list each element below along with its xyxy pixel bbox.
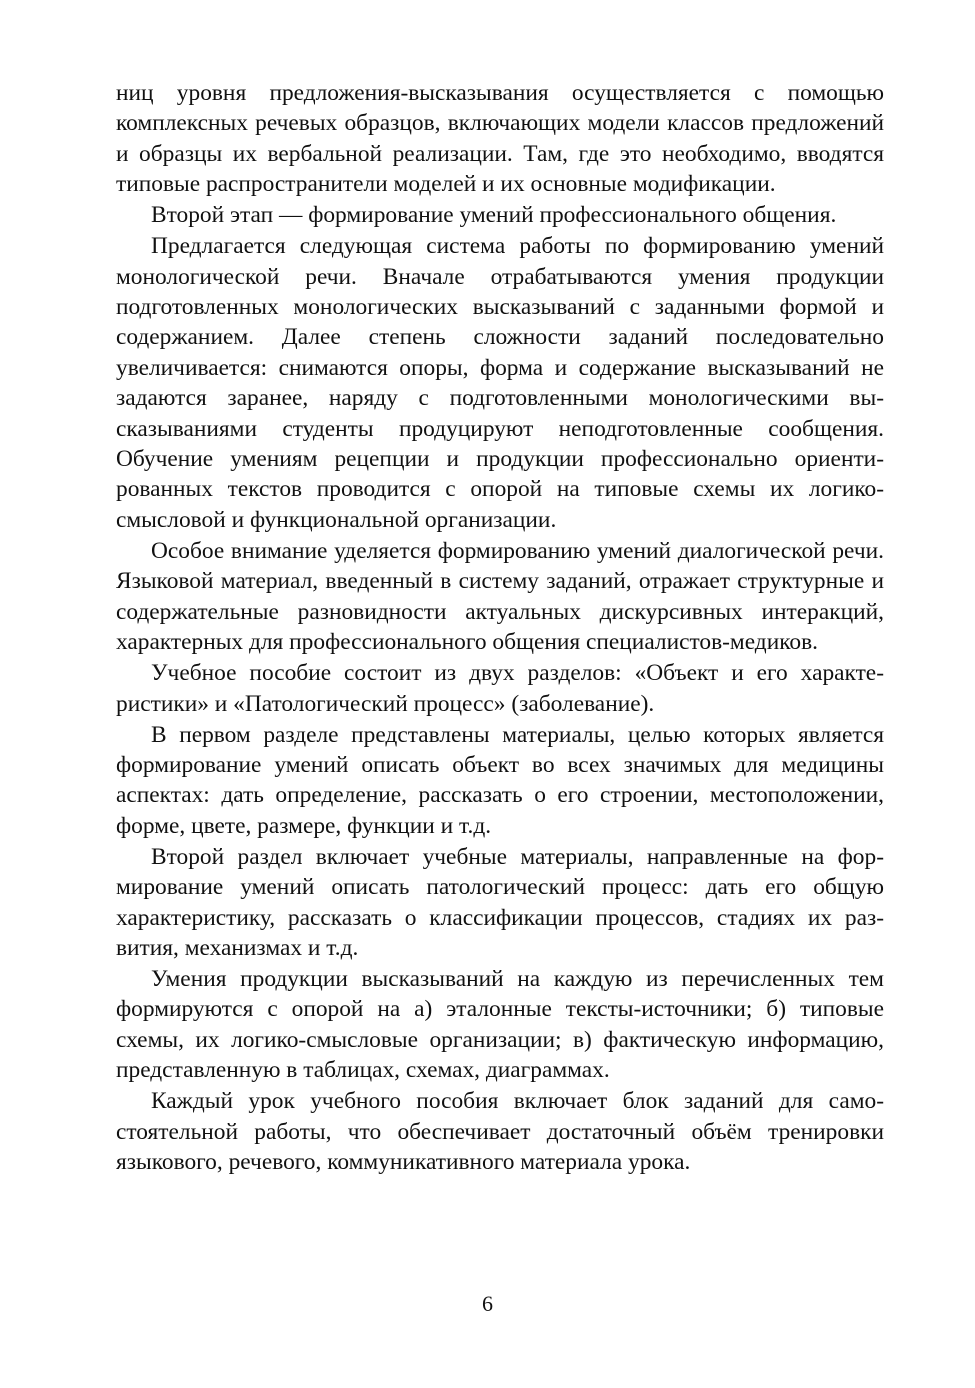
paragraph-7: Второй раздел включает учебные материалы, направленные на формирование умений описать патологический процесс: дать его общую характеристику, рассказать о классификации процессов, стадиях их развития, механизмах и т.д. (116, 843, 884, 961)
page-number: 6 (482, 1291, 493, 1316)
paragraph-2: Второй этап — формирование умений профессионального общения. (151, 202, 837, 229)
paragraph-6: В первом разделе представлены материалы, целью которых является формирование умений описать объект во всех значимых для медицины аспектах: дать определение, рассказать о его строении, местоположении, форме, цвете, размере, функции и т.д. (116, 721, 884, 839)
paragraph-3: Предлагается следующая система работы по формированию умений монологической речи. Вначале отрабатываются умения продукции подготовленных монологических высказываний с заданными формой и содержанием. Далее степень сложности заданий последовательно увеличивается: снимаются опоры, форма и содержание высказываний не задаются заранее, наряду с подготовленными монологическими высказываниями студенты продуцируют неподготовленные сообщения. Обучение умениям рецепции и продукции профессионально ориентированных текстов проводится с опорой на типовые схемы их логико-смысловой и функциональной организации. (116, 233, 884, 533)
paragraph-9: Каждый урок учебного пособия включает блок заданий для самостоятельной работы, что обеспечивает достаточный объём тренировки языкового, речевого, коммуникативного материала урока. (116, 1088, 884, 1175)
paragraph-5: Учебное пособие состоит из двух разделов: «Объект и его характеристики» и «Патологический процесс» (заболевание). (116, 660, 884, 717)
paragraph-8: Умения продукции высказываний на каждую из перечисленных тем формируются с опорой на а) эталонные тексты-источники; б) типовые схемы, их логико-смысловые организации; в) фактическую информацию, представленную в таблицах, схемах, диаграммах. (116, 965, 884, 1084)
paragraph-1: ниц уровня предложения-высказывания осуществляется с помощью комплексных речевых образцов, включающих модели классов предложений и образцы их вербальной реализации. Там, где это необходимо, вводятся типовые распространители моделей и их основные модификации. (116, 80, 884, 198)
page-body (116, 78, 884, 1178)
paragraph-4: Особое внимание уделяется формированию умений диалогической речи. Языковой материал, введенный в систему заданий, отражает структурные и содержательные разновидности актуальных дискурсивных интеракций, характерных для профессионального общения специалистов-медиков. (116, 537, 884, 656)
